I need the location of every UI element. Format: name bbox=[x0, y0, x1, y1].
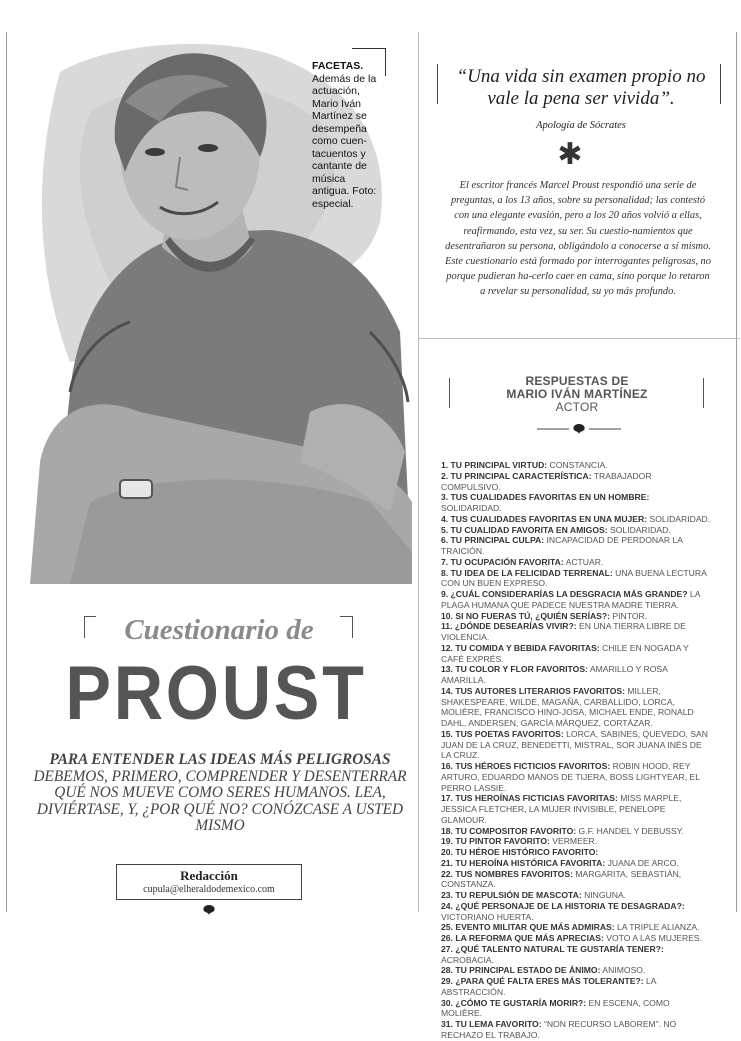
question-item bbox=[441, 589, 711, 611]
question-item bbox=[441, 922, 711, 933]
answer-text: VICTORIANO HUERTA. bbox=[441, 911, 534, 922]
question-label: 5. TU CUALIDAD FAVORITA EN AMIGOS: bbox=[441, 524, 608, 535]
question-item bbox=[441, 976, 711, 998]
question-item bbox=[441, 869, 711, 891]
deck-emphasis: PARA ENTENDER LAS IDEAS MÁS PELIGROSAS bbox=[49, 751, 391, 768]
quote-source: Apología de Sócrates bbox=[536, 120, 626, 131]
question-label: 18. TU COMPOSITOR FAVORITO: bbox=[441, 825, 577, 836]
question-item bbox=[441, 847, 711, 858]
question-label: 26. LA REFORMA QUE MÁS APRECIAS: bbox=[441, 933, 604, 943]
question-label: 29. ¿PARA QUÉ FALTA ERES MÁS TOLERANTE?: bbox=[441, 976, 644, 986]
caption-body: Además de la actuación, Mario Iván Martínez se desempeña como cuen-tacuentos y cantante de música antigua. Foto: especial. bbox=[312, 72, 377, 210]
photo-caption bbox=[312, 60, 384, 210]
question-label: 14. TUS AUTORES LITERARIOS FAVORITOS: bbox=[441, 685, 625, 696]
deck bbox=[30, 752, 410, 835]
question-item bbox=[441, 535, 711, 557]
question-item bbox=[441, 933, 711, 944]
answer-text: SOLIDARIDAD. bbox=[441, 503, 502, 513]
fleuron-ornament-icon bbox=[198, 904, 220, 916]
question-label: 4. TUS CUALIDADES FAVORITAS EN UNA MUJER: bbox=[441, 513, 648, 524]
answer-text: “NON RECURSO LABOREM”. NO RECHAZO EL TRABAJO. bbox=[441, 1019, 677, 1040]
page-border-left bbox=[6, 32, 7, 912]
question-item bbox=[441, 836, 711, 847]
title-rule-left-vertical bbox=[84, 616, 85, 638]
question-item bbox=[441, 965, 711, 976]
question-label: 24. ¿QUÉ PERSONAJE DE LA HISTORIA TE DESAGRADA?: bbox=[441, 900, 685, 911]
question-label: 3. TUS CUALIDADES FAVORITAS EN UN HOMBRE: bbox=[441, 492, 650, 503]
answer-text: JUANA DE ARCO. bbox=[605, 857, 679, 868]
section-divider bbox=[418, 338, 740, 339]
fleuron-ornament-icon bbox=[537, 423, 621, 435]
caption-rule-vertical bbox=[385, 48, 386, 76]
question-item bbox=[441, 525, 711, 536]
question-item bbox=[441, 890, 711, 901]
question-label: 27. ¿QUÉ TALENTO NATURAL TE GUSTARÍA TENER?: bbox=[441, 943, 664, 954]
question-label: 7. TU OCUPACIÓN FAVORITA: bbox=[441, 556, 564, 567]
answers-header-name: MARIO IVÁN MARTÍNEZ bbox=[506, 387, 648, 401]
answer-text: ACTUAR. bbox=[563, 556, 604, 567]
question-item bbox=[441, 568, 711, 590]
answers-rule-right bbox=[703, 378, 704, 408]
answer-text: VERMEER. bbox=[549, 836, 598, 847]
question-label: 11. ¿DÓNDE DESEARÍAS VIVIR?: bbox=[441, 621, 577, 632]
epigraph-quote: “Una vida sin examen propio no vale la pena ser vivida”. bbox=[456, 66, 706, 109]
byline-box bbox=[116, 864, 302, 900]
answer-text: ANIMOSO. bbox=[600, 965, 646, 976]
question-label: 30. ¿CÓMO TE GUSTARÍA MORIR?: bbox=[441, 997, 587, 1008]
question-label: 31. TU LEMA FAVORITO: bbox=[441, 1019, 542, 1029]
answers-header-line1: RESPUESTAS DE bbox=[525, 374, 629, 388]
answer-text: EN UNA TIERRA LIBRE DE VIOLENCIA. bbox=[441, 621, 686, 642]
answers-header bbox=[452, 375, 702, 414]
question-item bbox=[441, 901, 711, 923]
caption-title: FACETAS. bbox=[312, 60, 364, 72]
title-kicker: Cuestionario de bbox=[124, 614, 314, 646]
intro-paragraph: El escritor francés Marcel Proust respondió una serie de preguntas, a los 13 años, sobre su personalidad; las contestó con una elegante evasión, pero a los 20 años volvió a ellas, reafirmando, esta vez, su ser. Su cuestio-namientos que desentrañaron su persona, obligándolo a conocerse a sí mismo. Este cuestionario está formado por interrogantes peligrosas, no porque pudieran ha-cerlo caer en cama, sino porque lo retaron a revelar su personalidad, su yo más profundo. bbox=[445, 180, 711, 298]
question-label: 15. TUS POETAS FAVORITOS: bbox=[441, 728, 564, 739]
question-label: 20. TU HÉROE HISTÓRICO FAVORITO: bbox=[441, 847, 599, 857]
answers-header-role: ACTOR bbox=[555, 400, 599, 414]
question-item bbox=[441, 611, 711, 622]
answer-text: PINTOR. bbox=[610, 610, 648, 621]
answer-text: MILLER, SHAKESPEARE, WILDE, MAGAÑA, CARBALLIDO, LORCA, MOLIÈRE, FRANCISCO HINO-JOSA, MICHAEL ENDE, RONALD DAHL, ANDERSEN, GARCÍA MÁRQUEZ, CORTÁZAR. bbox=[441, 685, 694, 728]
question-item bbox=[441, 686, 711, 729]
question-item bbox=[441, 492, 711, 514]
question-label: 22. TUS NOMBRES FAVORITOS: bbox=[441, 868, 573, 879]
answer-text: SOLIDARIDAD. bbox=[607, 524, 671, 535]
answer-text: ACROBACIA. bbox=[441, 954, 495, 965]
question-label: 17. TUS HEROÍNAS FICTICIAS FAVORITAS: bbox=[441, 793, 618, 804]
question-item bbox=[441, 998, 711, 1020]
answer-text: VOTO A LAS MUJERES. bbox=[603, 933, 703, 943]
answer-text: CHILE EN NOGADA Y CAFÉ EXPRÉS. bbox=[441, 642, 689, 664]
question-item bbox=[441, 729, 711, 761]
page-border-right bbox=[736, 32, 737, 912]
question-label: 2. TU PRINCIPAL CARACTERÍSTICA: bbox=[441, 470, 592, 481]
question-item bbox=[441, 664, 711, 686]
caption-rule bbox=[352, 48, 386, 49]
answer-text: CONSTANCIA. bbox=[547, 460, 608, 470]
question-item bbox=[441, 826, 711, 837]
question-item bbox=[441, 643, 711, 665]
question-label: 12. TU COMIDA Y BEBIDA FAVORITAS: bbox=[441, 642, 600, 653]
question-item bbox=[441, 460, 711, 471]
byline-name: Redacción bbox=[180, 868, 238, 883]
answer-text: EN ESCENA, COMO MOLIÈRE. bbox=[441, 997, 670, 1019]
question-label: 1. TU PRINCIPAL VIRTUD: bbox=[441, 460, 548, 470]
question-label: 23. TU REPULSIÓN DE MASCOTA: bbox=[441, 890, 582, 900]
column-divider bbox=[418, 32, 419, 912]
answers-rule-left bbox=[449, 378, 450, 408]
title-rule-right-vertical bbox=[352, 616, 353, 638]
answer-text: LA PLAGA HUMANA QUE PADECE NUESTRA MADRE TIERRA. bbox=[441, 589, 700, 610]
question-item bbox=[441, 621, 711, 643]
question-label: 10. SI NO FUERAS TÚ, ¿QUIÉN SERÍAS?: bbox=[441, 610, 611, 621]
answer-text: MARGARITA, SEBASTIÁN, CONSTANZA. bbox=[441, 868, 682, 890]
question-item bbox=[441, 471, 711, 493]
answer-text: UNA BUENA LECTURA CON UN BUEN EXPRESO. bbox=[441, 567, 707, 589]
headline: PROUST bbox=[65, 651, 367, 736]
question-label: 25. EVENTO MILITAR QUE MÁS ADMIRAS: bbox=[441, 922, 615, 933]
byline-email: cupula@elheraldodemexico.com bbox=[143, 884, 275, 895]
deck-rest: DEBEMOS, PRIMERO, COMPRENDER Y DESENTERRAR QUÉ NOS MUEVE COMO SERES HUMANOS. LEA, DIVIÉRTASE, Y, ¿POR QUÉ NO? CONÓZCASE A USTED MISMO bbox=[33, 767, 407, 834]
question-label: 21. TU HEROÍNA HISTÓRICA FAVORITA: bbox=[441, 857, 606, 868]
answer-text: TRABAJADOR COMPULSIVO. bbox=[441, 470, 652, 492]
question-item bbox=[441, 761, 711, 793]
question-label: 16. TUS HÉROES FICTICIOS FAVORITOS: bbox=[441, 761, 611, 771]
questionnaire-list bbox=[441, 460, 711, 1041]
answer-text: INCAPACIDAD DE PERDONAR LA TRAICIÓN. bbox=[441, 535, 683, 556]
answer-text: AMARILLO Y ROSA AMARILLA. bbox=[441, 664, 668, 685]
question-item bbox=[441, 557, 711, 568]
question-item bbox=[441, 858, 711, 869]
question-label: 8. TU IDEA DE LA FELICIDAD TERRENAL: bbox=[441, 567, 613, 578]
question-item bbox=[441, 1019, 711, 1041]
answer-text: SOLIDARIDAD. bbox=[647, 513, 711, 524]
answer-text: LA TRIPLE ALIANZA. bbox=[614, 922, 700, 933]
question-label: 13. TU COLOR Y FLOR FAVORITOS: bbox=[441, 664, 588, 675]
question-label: 6. TU PRINCIPAL CULPA: bbox=[441, 535, 545, 546]
question-label: 9. ¿CUÁL CONSIDERARÍAS LA DESGRACIA MÁS GRANDE? bbox=[441, 589, 688, 599]
answer-text: ROBIN HOOD, REY ARTURO, EDUARDO MANOS DE TIJERA, BOSS LIGHTYEAR, EL PERRO LASSIE. bbox=[441, 761, 700, 793]
question-item bbox=[441, 793, 711, 825]
question-label: 19. TU PINTOR FAVORITO: bbox=[441, 836, 550, 847]
answer-text: MISS MARPLE, JESSICA FLETCHER, LA MUJER INVISIBLE, PENELOPE GLAMOUR. bbox=[441, 793, 682, 825]
quote-bracket-left bbox=[437, 64, 438, 104]
answer-text: G.F. HANDEL Y DEBUSSY. bbox=[576, 825, 684, 836]
question-item bbox=[441, 944, 711, 966]
asterisk-ornament-icon: ✱ bbox=[557, 138, 583, 171]
answer-text: LORCA, SABINES, QUEVEDO, SAN JUAN DE LA CRUZ, BENEDETTI, MISTRAL, SOR JUANA INÉS DE LA CRUZ. bbox=[441, 728, 708, 761]
question-item bbox=[441, 514, 711, 525]
question-label: 28. TU PRINCIPAL ESTADO DE ÁNIMO: bbox=[441, 965, 601, 976]
answer-text: LA ABSTRACCIÓN. bbox=[441, 976, 657, 997]
answer-text: NINGUNA. bbox=[581, 890, 627, 900]
